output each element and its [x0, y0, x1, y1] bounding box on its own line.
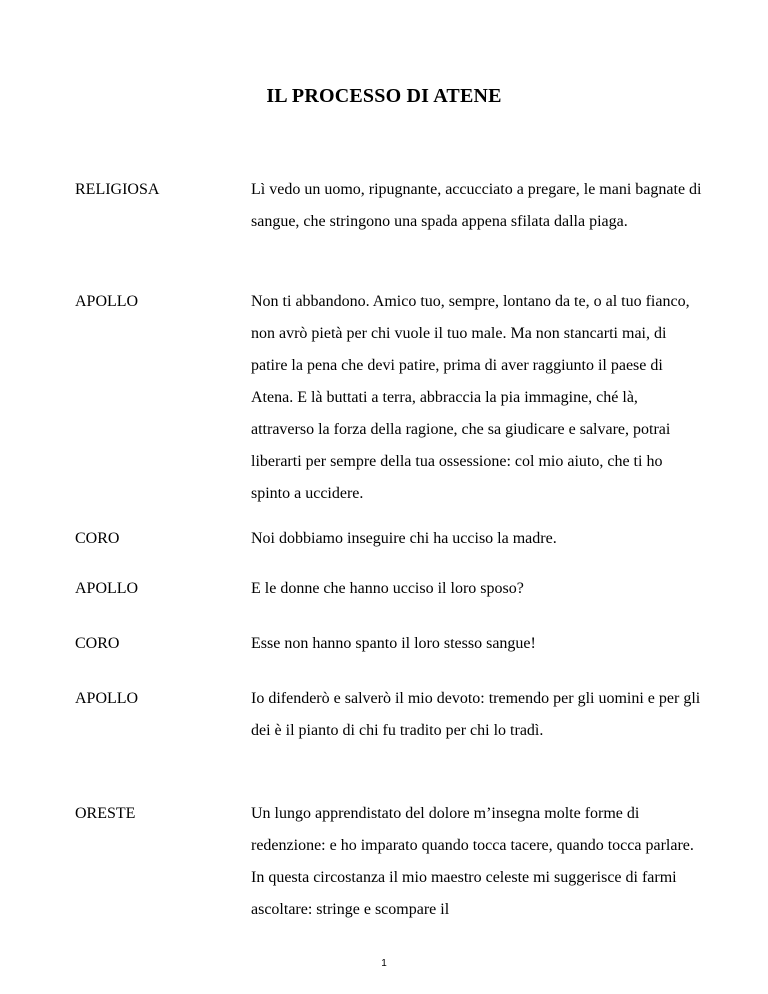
- speaker-name: ORESTE: [75, 805, 136, 822]
- document-title: IL PROCESSO DI ATENE: [266, 85, 502, 107]
- speaker-name: APOLLO: [75, 580, 139, 597]
- speech-text: Io difenderò e salverò il mio devoto: tremendo per gli uomini e per gli dei è il pianto di chi fu tradito per chi lo tradì.: [251, 690, 701, 739]
- speaker-name: CORO: [75, 635, 120, 652]
- speaker-name: CORO: [75, 530, 120, 547]
- speech-text: Lì vedo un uomo, ripugnante, accucciato a pregare, le mani bagnate di sangue, che stringono una spada appena sfilata dalla piaga.: [251, 181, 702, 230]
- speaker-name: RELIGIOSA: [75, 181, 160, 198]
- speaker-name: APOLLO: [75, 293, 139, 310]
- speech-text: Non ti abbandono. Amico tuo, sempre, lontano da te, o al tuo fianco, non avrò pietà per chi vuole il tuo male. Ma non stancarti mai, di patire la pena che devi patire, prima di aver raggiunto il paese di Atena. E là buttati a terra, abbraccia la pia immagine, ché là, attraverso la forza della ragione, che sa giudicare e salvare, potrai liberarti per sempre della tua ossessione: col mio aiuto, che ti ho spinto a uccidere.: [251, 293, 690, 502]
- page-number: 1: [381, 958, 387, 969]
- speaker-name: APOLLO: [75, 690, 139, 707]
- speech-text: Un lungo apprendistato del dolore m’insegna molte forme di redenzione: e ho imparato quando tocca tacere, quando tocca parlare. In questa circostanza il mio maestro celeste mi suggerisce di farmi ascoltare: stringe e scompare il: [251, 805, 694, 918]
- speech-text: Noi dobbiamo inseguire chi ha ucciso la madre.: [251, 530, 557, 547]
- speech-text: E le donne che hanno ucciso il loro sposo?: [251, 580, 524, 597]
- speech-text: Esse non hanno spanto il loro stesso sangue!: [251, 635, 536, 652]
